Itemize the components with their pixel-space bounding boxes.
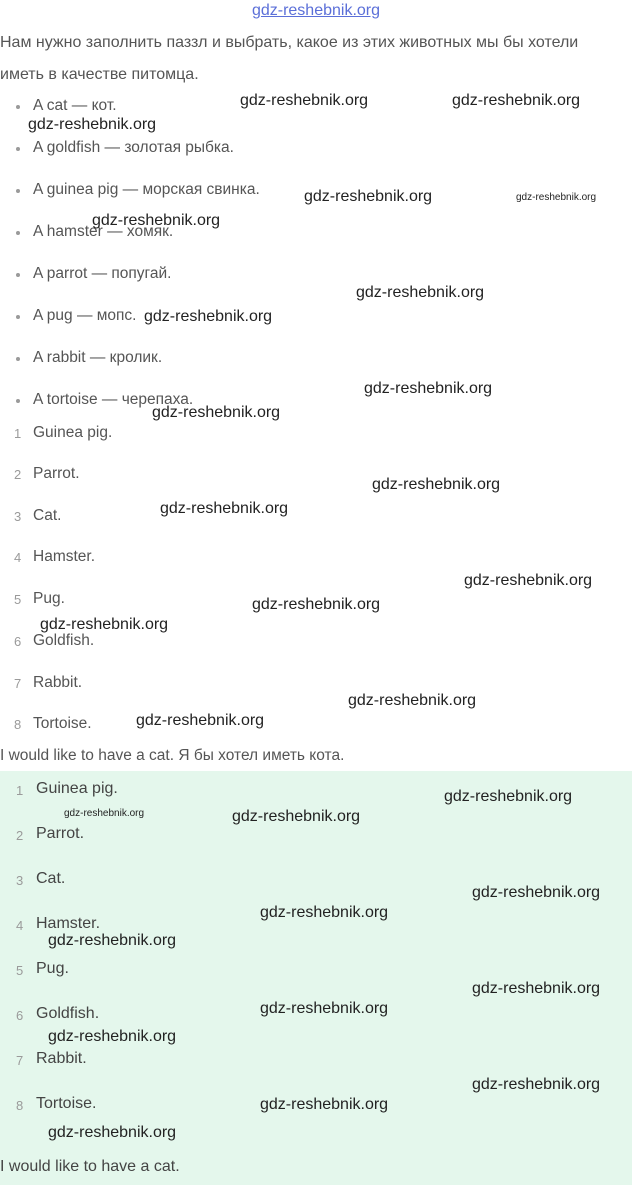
watermark: gdz-reshebnik.org bbox=[356, 284, 485, 301]
watermark: gdz-reshebnik.org bbox=[364, 380, 493, 397]
list-number: 6 bbox=[14, 634, 22, 649]
watermark: gdz-reshebnik.org bbox=[64, 808, 145, 819]
watermark: gdz-reshebnik.org bbox=[252, 596, 381, 613]
list-number: 8 bbox=[14, 717, 22, 732]
watermark: gdz-reshebnik.org bbox=[40, 616, 169, 633]
intro-line-1: Нам нужно заполнить паззл и выбрать, какое из этих животных мы бы хотели bbox=[0, 34, 579, 51]
watermark: gdz-reshebnik.org bbox=[260, 1000, 389, 1017]
list-number: 1 bbox=[14, 426, 22, 441]
bullet-icon bbox=[16, 357, 20, 361]
list-item: A hamster — хомяк. bbox=[33, 223, 174, 240]
watermark: gdz-reshebnik.org bbox=[444, 788, 573, 805]
answer-sentence: I would like to have a cat. Я бы хотел иметь кота. bbox=[0, 747, 345, 764]
bullet-icon bbox=[16, 147, 20, 151]
watermark: gdz-reshebnik.org bbox=[240, 92, 369, 109]
bullet-icon bbox=[16, 399, 20, 403]
watermark: gdz-reshebnik.org bbox=[516, 192, 597, 203]
list-item: Parrot. bbox=[36, 825, 85, 842]
watermark: gdz-reshebnik.org bbox=[452, 92, 581, 109]
list-item: Tortoise. bbox=[36, 1095, 97, 1112]
bullet-icon bbox=[16, 105, 20, 109]
list-number: 7 bbox=[16, 1053, 24, 1068]
watermark: gdz-reshebnik.org bbox=[304, 188, 433, 205]
list-number: 8 bbox=[16, 1098, 24, 1113]
list-item: Rabbit. bbox=[33, 674, 83, 691]
watermark: gdz-reshebnik.org bbox=[260, 904, 389, 921]
green-answer-sentence: I would like to have a cat. bbox=[0, 1158, 180, 1175]
list-item: Hamster. bbox=[36, 915, 101, 932]
list-number: 4 bbox=[14, 550, 22, 565]
watermark: gdz-reshebnik.org bbox=[92, 212, 221, 229]
bullet-icon bbox=[16, 231, 20, 235]
watermark: gdz-reshebnik.org bbox=[472, 1076, 601, 1093]
list-item: A guinea pig — морская свинка. bbox=[33, 181, 260, 198]
watermark: gdz-reshebnik.org bbox=[152, 404, 281, 421]
list-item: Tortoise. bbox=[33, 715, 92, 732]
list-item: Goldfish. bbox=[33, 632, 95, 649]
list-item: Goldfish. bbox=[36, 1005, 100, 1022]
list-item: Rabbit. bbox=[36, 1050, 87, 1067]
list-item: Parrot. bbox=[33, 465, 80, 482]
watermark: gdz-reshebnik.org bbox=[348, 692, 477, 709]
list-item: A rabbit — кролик. bbox=[33, 349, 163, 366]
watermark: gdz-reshebnik.org bbox=[260, 1096, 389, 1113]
watermark: gdz-reshebnik.org bbox=[232, 808, 361, 825]
watermark: gdz-reshebnik.org bbox=[136, 712, 265, 729]
list-number: 5 bbox=[16, 963, 24, 978]
list-item: Guinea pig. bbox=[36, 780, 118, 797]
watermark: gdz-reshebnik.org bbox=[160, 500, 289, 517]
list-number: 3 bbox=[14, 509, 22, 524]
list-item: A parrot — попугай. bbox=[33, 265, 172, 282]
site-link[interactable]: gdz-reshebnik.org bbox=[251, 2, 381, 19]
list-number: 6 bbox=[16, 1008, 24, 1023]
list-number: 3 bbox=[16, 873, 24, 888]
watermark: gdz-reshebnik.org bbox=[472, 884, 601, 901]
list-item: A pug — мопс. bbox=[33, 307, 137, 324]
watermark: gdz-reshebnik.org bbox=[28, 116, 157, 133]
intro-line-2: иметь в качестве питомца. bbox=[0, 66, 199, 83]
list-item: Pug. bbox=[33, 590, 65, 607]
list-item: A goldfish — золотая рыбка. bbox=[33, 139, 234, 156]
list-item: Hamster. bbox=[33, 548, 96, 565]
list-number: 2 bbox=[16, 828, 24, 843]
watermark: gdz-reshebnik.org bbox=[372, 476, 501, 493]
list-number: 2 bbox=[14, 467, 22, 482]
list-item: Cat. bbox=[36, 870, 66, 887]
bullet-icon bbox=[16, 189, 20, 193]
watermark: gdz-reshebnik.org bbox=[464, 572, 593, 589]
answer-panel bbox=[0, 771, 632, 1185]
list-item: A tortoise — черепаха. bbox=[33, 391, 194, 408]
bullet-icon bbox=[16, 273, 20, 277]
list-item: Cat. bbox=[33, 507, 62, 524]
list-number: 1 bbox=[16, 783, 24, 798]
list-number: 5 bbox=[14, 592, 22, 607]
list-item: A cat — кот. bbox=[33, 97, 117, 114]
bullet-icon bbox=[16, 315, 20, 319]
list-item: Guinea pig. bbox=[33, 424, 113, 441]
watermark: gdz-reshebnik.org bbox=[48, 932, 177, 949]
watermark: gdz-reshebnik.org bbox=[48, 1028, 177, 1045]
list-number: 7 bbox=[14, 676, 22, 691]
watermark: gdz-reshebnik.org bbox=[48, 1124, 177, 1141]
watermark: gdz-reshebnik.org bbox=[472, 980, 601, 997]
list-number: 4 bbox=[16, 918, 24, 933]
watermark: gdz-reshebnik.org bbox=[144, 308, 273, 325]
list-item: Pug. bbox=[36, 960, 69, 977]
